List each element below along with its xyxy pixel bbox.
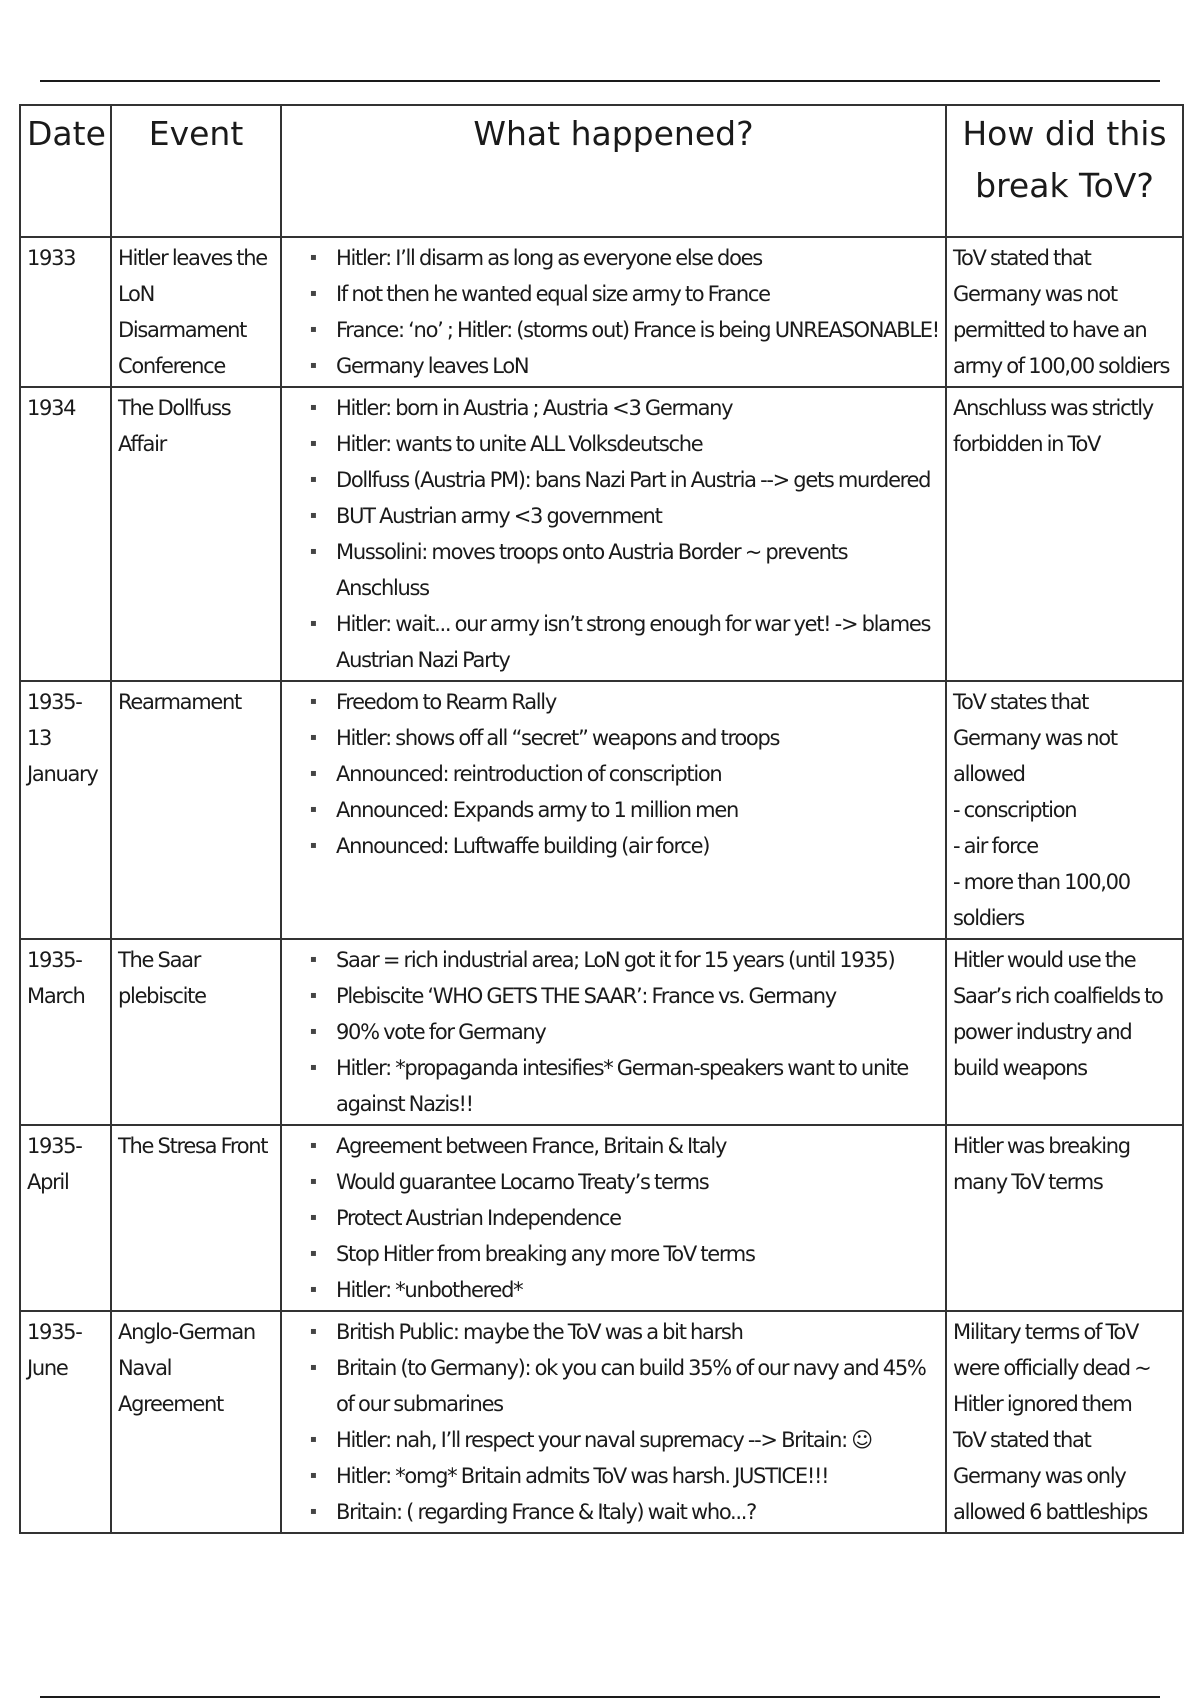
tov-line: - conscription xyxy=(953,798,1077,822)
table-row xyxy=(20,681,1183,939)
bullet-point: ▪ Mussolini: moves troops onto Austria Border ~ prevents Anschluss xyxy=(336,534,939,606)
bullet-list xyxy=(288,390,939,678)
bullet-point: ▪ Hitler: born in Austria ; Austria <3 Germany xyxy=(336,390,939,426)
header-date: Date xyxy=(20,105,111,237)
tov-line: Hitler was breaking many ToV terms xyxy=(953,1134,1130,1194)
table-row xyxy=(20,1311,1183,1533)
bullet-point: ▪ Freedom to Rearm Rally xyxy=(336,684,939,720)
header-event: Event xyxy=(111,105,281,237)
date-cell: 1935- June xyxy=(20,1311,111,1533)
header-tov: How did this break ToV? xyxy=(946,105,1183,237)
what-happened-cell xyxy=(281,1125,946,1311)
bullet-point: ▪ Announced: Expands army to 1 million men xyxy=(336,792,939,828)
event-cell: Hitler leaves the LoN Disarmament Conference xyxy=(111,237,281,387)
bullet-point: ▪ 90% vote for Germany xyxy=(336,1014,939,1050)
bullet-point: ▪ BUT Austrian army <3 government xyxy=(336,498,939,534)
table-row xyxy=(20,939,1183,1125)
tov-line: Anschluss was strictly forbidden in ToV xyxy=(953,396,1153,456)
table-row xyxy=(20,387,1183,681)
event-cell: Rearmament xyxy=(111,681,281,939)
tov-cell xyxy=(946,939,1183,1125)
bullet-point: ▪ Dollfuss (Austria PM): bans Nazi Part in Austria --> gets murdered xyxy=(336,462,939,498)
bullet-list xyxy=(288,942,939,1122)
tov-line: ToV stated that Germany was only allowed 6 battleships xyxy=(953,1428,1147,1524)
bullet-point: ▪ France: ‘no’ ; Hitler: (storms out) France is being UNREASONABLE! xyxy=(336,312,939,348)
header-row xyxy=(20,105,1183,237)
bullet-point: ▪ Hitler: wait... our army isn’t strong enough for war yet! -> blames Austrian Nazi Party xyxy=(336,606,939,678)
date-cell: 1935- March xyxy=(20,939,111,1125)
bottom-rule xyxy=(40,1696,1160,1698)
date-cell: 1935- April xyxy=(20,1125,111,1311)
what-happened-cell xyxy=(281,939,946,1125)
bullet-point: ▪ Hitler: *propaganda intesifies* German-speakers want to unite against Nazis!! xyxy=(336,1050,939,1122)
bullet-point: ▪ If not then he wanted equal size army to France xyxy=(336,276,939,312)
bullet-point: ▪ Hitler: *omg* Britain admits ToV was harsh. JUSTICE!!! xyxy=(336,1458,939,1494)
bullet-point: ▪ Would guarantee Locarno Treaty’s terms xyxy=(336,1164,939,1200)
bullet-point: ▪ Britain: ( regarding France & Italy) wait who...? xyxy=(336,1494,939,1530)
event-cell: The Stresa Front xyxy=(111,1125,281,1311)
bullet-list xyxy=(288,240,939,384)
bullet-point: ▪ Agreement between France, Britain & Italy xyxy=(336,1128,939,1164)
tov-line: - more than 100,00 soldiers xyxy=(953,870,1130,930)
tov-line: ToV stated that Germany was not permitted to have an army of 100,00 soldiers xyxy=(953,246,1170,378)
date-cell: 1934 xyxy=(20,387,111,681)
date-cell: 1933 xyxy=(20,237,111,387)
what-happened-cell xyxy=(281,237,946,387)
bullet-point: ▪ Britain (to Germany): ok you can build 35% of our navy and 45% of our submarines xyxy=(336,1350,939,1422)
date-cell: 1935- 13 January xyxy=(20,681,111,939)
bullet-point: ▪ Protect Austrian Independence xyxy=(336,1200,939,1236)
bullet-point: ▪ Hitler: *unbothered* xyxy=(336,1272,939,1308)
event-cell: The Saar plebiscite xyxy=(111,939,281,1125)
what-happened-cell xyxy=(281,681,946,939)
bullet-point: ▪ Germany leaves LoN xyxy=(336,348,939,384)
bullet-list xyxy=(288,1128,939,1308)
event-cell: The Dollfuss Affair xyxy=(111,387,281,681)
tov-line: Military terms of ToV were officially dead ~ Hitler ignored them xyxy=(953,1320,1151,1416)
bullet-list xyxy=(288,684,939,864)
tov-line: - air force xyxy=(953,834,1038,858)
tov-cell xyxy=(946,1125,1183,1311)
bullet-point: ▪ Saar = rich industrial area; LoN got it for 15 years (until 1935) xyxy=(336,942,939,978)
bullet-point: ▪ Hitler: I’ll disarm as long as everyone else does xyxy=(336,240,939,276)
tov-cell xyxy=(946,1311,1183,1533)
table-row xyxy=(20,1125,1183,1311)
bullet-point: ▪ Announced: reintroduction of conscription xyxy=(336,756,939,792)
bullet-point: ▪ Hitler: shows off all “secret” weapons and troops xyxy=(336,720,939,756)
table-row xyxy=(20,237,1183,387)
event-cell: Anglo-German Naval Agreement xyxy=(111,1311,281,1533)
tov-line: ToV states that Germany was not allowed xyxy=(953,690,1117,786)
what-happened-cell xyxy=(281,1311,946,1533)
tov-cell xyxy=(946,681,1183,939)
bullet-list xyxy=(288,1314,939,1530)
tov-line: Hitler would use the Saar’s rich coalfields to power industry and build weapons xyxy=(953,948,1163,1080)
bullet-point: ▪ Announced: Luftwaffe building (air force) xyxy=(336,828,939,864)
what-happened-cell xyxy=(281,387,946,681)
tov-cell xyxy=(946,237,1183,387)
header-what-happened: What happened? xyxy=(281,105,946,237)
tov-cell xyxy=(946,387,1183,681)
bullet-point: ▪ Stop Hitler from breaking any more ToV terms xyxy=(336,1236,939,1272)
bullet-point: ▪ British Public: maybe the ToV was a bit harsh xyxy=(336,1314,939,1350)
bullet-point: ▪ Plebiscite ‘WHO GETS THE SAAR’: France vs. Germany xyxy=(336,978,939,1014)
bullet-point: ▪ Hitler: nah, I’ll respect your naval supremacy --> Britain: ☺ xyxy=(336,1422,939,1458)
events-table xyxy=(19,104,1184,1534)
bullet-point: ▪ Hitler: wants to unite ALL Volksdeutsche xyxy=(336,426,939,462)
top-rule xyxy=(40,80,1160,82)
